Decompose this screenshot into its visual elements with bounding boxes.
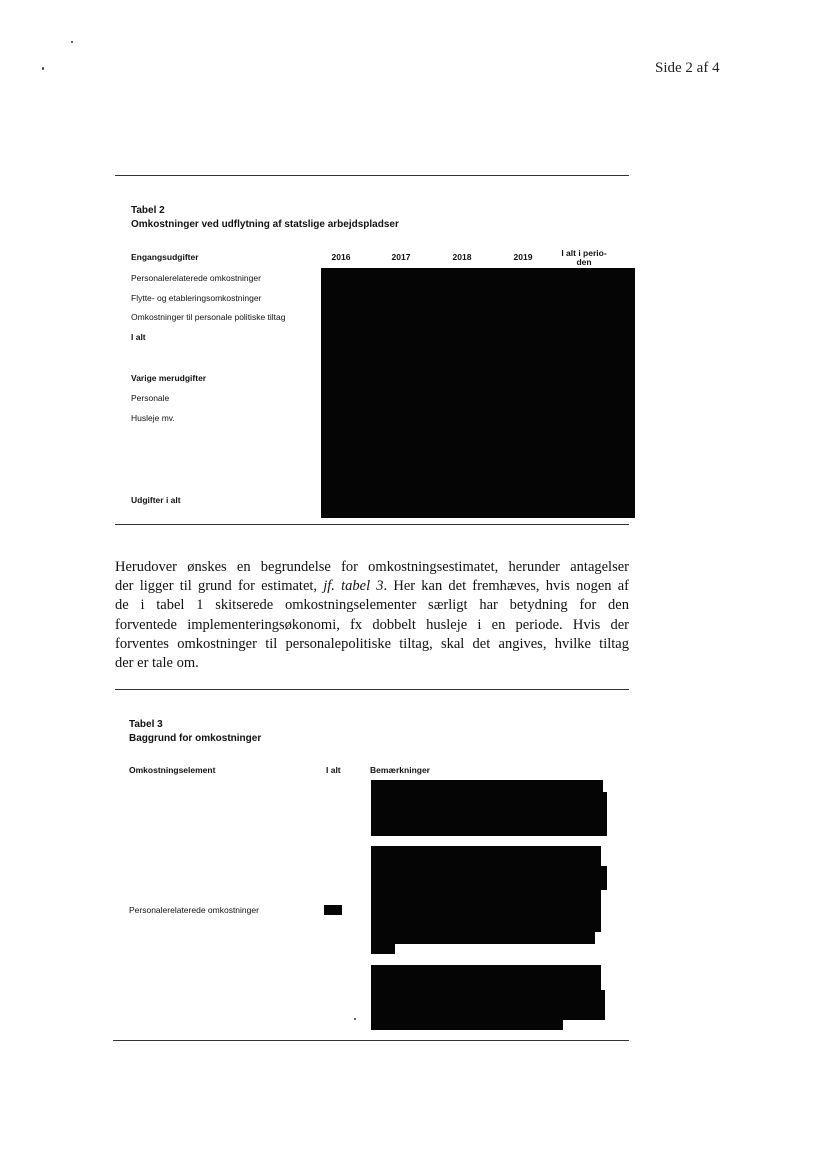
scan-speck [71,41,73,43]
table2-row-ialt: I alt [131,332,146,342]
paragraph-line-2 [115,577,629,596]
table2-row-personale-rel: Personalerelaterede omkostninger [131,273,261,283]
table3-redacted-note-3 [371,990,605,1020]
table2-col-2019: 2019 [513,252,533,262]
table2-col-total-line1: I alt i perio- [561,248,607,258]
table3-redacted-note-2 [371,846,601,868]
table3-bottom-rule [113,1040,629,1041]
table2-row-personale: Personale [131,393,170,403]
table3-redacted-note-3 [371,965,601,991]
table3-col-notes: Bemærkninger [370,765,430,775]
table3-redacted-total [324,905,342,915]
table3-title: Baggrund for omkostninger [129,733,262,744]
table2-grand-total: Udgifter i alt [131,495,181,505]
paragraph-line-3: de i tabel 1 skitserede omkostningselementer særligt har betydning for den [115,597,629,614]
table2-col-total-line2: den [576,257,592,267]
paragraph-line-5: forventes omkostninger til personalepolitiske tiltag, skal det angives, hvilke tiltag [115,635,629,652]
body-paragraph [115,558,629,673]
table2-top-rule [115,175,629,176]
table3-col-total: I alt [326,765,341,775]
paragraph-line-6: der er tale om. [115,655,199,672]
table3-redacted-note-1 [371,792,607,836]
table2-row-tiltag: Omkostninger til personale politiske tiltag [131,312,286,322]
table2-col-total [553,249,615,267]
table2-col-2018: 2018 [452,252,472,262]
table3-top-rule [115,689,629,690]
table2-row-flytte: Flytte- og etableringsomkostninger [131,293,262,303]
scan-speck [354,1018,356,1020]
table2-section2-heading: Varige merudgifter [131,373,207,383]
paragraph-line-2-start: der ligger til grund for estimatet, [115,578,324,595]
table2-row-husleje: Husleje mv. [131,413,175,423]
table3-redacted-note-2 [371,930,595,944]
table3-redacted-note-2 [371,888,601,932]
table3-redacted-note-2 [371,942,395,954]
scan-speck [42,67,44,70]
table2-section1-heading: Engangsudgifter [131,252,199,262]
table2-number: Tabel 2 [131,205,165,216]
table3-redacted-note-3 [371,1018,563,1030]
page-number: Side 2 af 4 [655,60,720,76]
paragraph-line-4: forventede implementeringsøkonomi, fx dobbelt husleje i en periode. Hvis der [115,616,629,633]
paragraph-line-2-end: . Her kan det fremhæves, hvis nogen af [383,578,629,595]
table2-col-2017: 2017 [391,252,411,262]
table3-reference: jf. tabel 3 [323,578,384,595]
table2-title: Omkostninger ved udflytning af statslige arbejdspladser [131,219,399,230]
table3-redacted-note-2 [371,866,607,890]
table3-col-element: Omkostningselement [129,765,216,775]
paragraph-line-1: Herudover ønskes en begrundelse for omkostningsestimatet, herunder antagelser [115,559,629,575]
table2-col-2016: 2016 [331,252,351,262]
table3-row-label: Personalerelaterede omkostninger [129,905,259,915]
table3-number: Tabel 3 [129,719,163,730]
table2-bottom-rule [115,524,629,525]
table2-redacted-values [321,268,635,518]
